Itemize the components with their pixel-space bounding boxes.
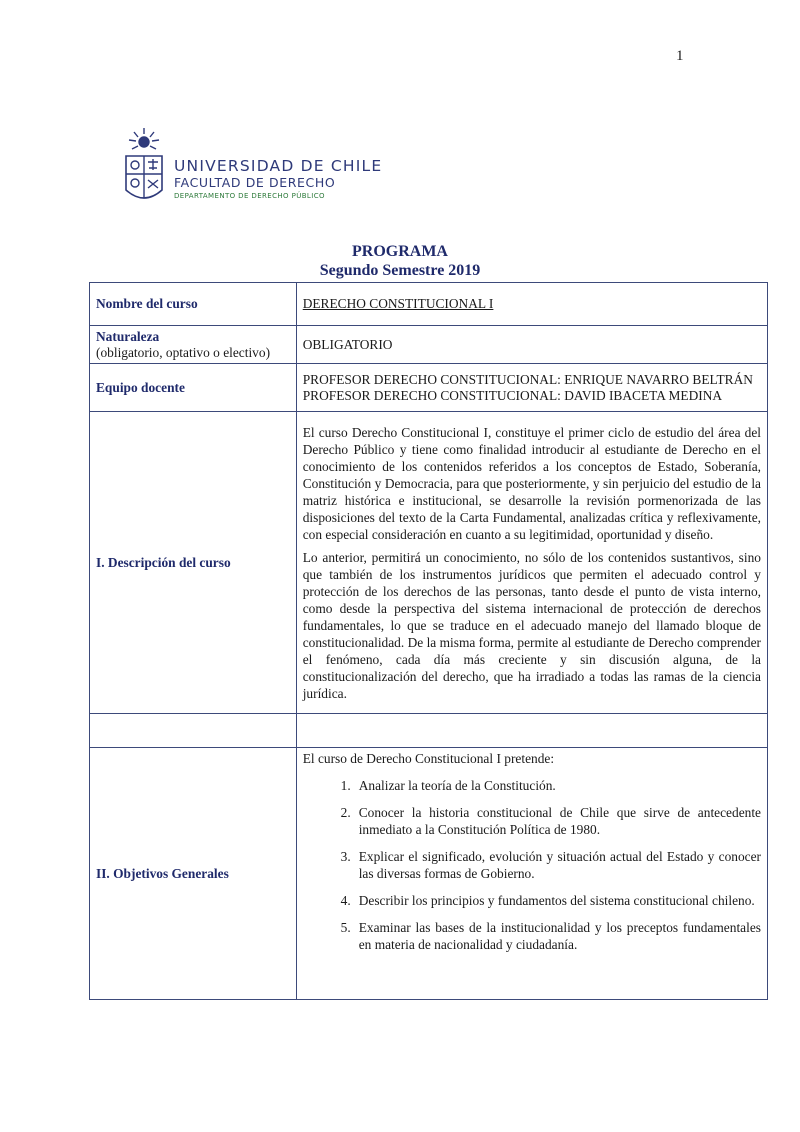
program-heading xyxy=(0,242,800,280)
university-name: UNIVERSIDAD DE CHILE xyxy=(174,157,383,175)
page-number: 1 xyxy=(676,48,684,64)
objectives-list xyxy=(303,777,761,953)
description-paragraph: Lo anterior, permitirá un conocimiento, no sólo de los contenidos sustantivos, sino que también de los instrumentos jurídicos que permiten el adecuado control y protección de los derechos de las personas, tanto desde el punto de vista interno, como desde la perspectiva del sistema internacional de protección de derechos fundamentales, lo que se traduce en el adecuado manejo del llamado bloque de constitucionalidad. De la misma forma, permite al estudiante de Derecho comprender el fenómeno, cada día más creciente y sin discusión alguna, de la constitucionalización del derecho, que ha irradiado a todas las ramas de la ciencia jurídica. xyxy=(302,549,761,701)
program-title: PROGRAMA xyxy=(352,243,448,260)
teaching-team-member: PROFESOR DERECHO CONSTITUCIONAL: ENRIQUE NAVARRO BELTRÁN xyxy=(302,371,753,387)
nature-sublabel: (obligatorio, optativo o electivo) xyxy=(96,344,271,360)
program-semester: Segundo Semestre 2019 xyxy=(319,262,481,279)
row-nature xyxy=(90,326,768,364)
row-empty xyxy=(90,714,768,748)
course-name-value: DERECHO CONSTITUCIONAL I xyxy=(302,296,494,311)
nature-label: Naturaleza xyxy=(96,328,160,344)
nature-value: OBLIGATORIO xyxy=(296,326,767,364)
objectives-value xyxy=(296,748,767,1000)
objective-item: 5. Examinar las bases de la institucionalidad y los preceptos fundamentales en materia de nacionalidad y ciudadanía. xyxy=(340,920,761,952)
course-table xyxy=(89,282,768,1000)
objectives-label: II. Objetivos Generales xyxy=(90,748,297,1000)
description-value xyxy=(296,412,767,714)
row-objectives xyxy=(90,748,768,1000)
description-label: I. Descripción del curso xyxy=(90,412,297,714)
row-course-name xyxy=(90,283,768,326)
nature-label-cell xyxy=(90,326,297,364)
objective-item: 3. Explicar el significado, evolución y situación actual del Estado y conocer las diversas formas de Gobierno. xyxy=(340,849,761,881)
teaching-team-member: PROFESOR DERECHO CONSTITUCIONAL: DAVID IBACETA MEDINA xyxy=(302,387,723,403)
department-name: DEPARTAMENTO DE DERECHO PÚBLICO xyxy=(174,192,325,200)
row-teaching-team xyxy=(90,364,768,412)
course-name-label: Nombre del curso xyxy=(90,283,297,326)
university-crest-icon xyxy=(118,128,170,214)
objective-item: 1. Analizar la teoría de la Constitución. xyxy=(340,778,556,793)
teaching-team-label: Equipo docente xyxy=(90,364,297,412)
description-paragraph: El curso Derecho Constitucional I, constituye el primer ciclo de estudio del área del Derecho Público y tiene como finalidad introducir al estudiante de Derecho en el conocimiento de los contenidos referidos a los conceptos de Estado, Soberanía, Constitución y Democracia, para que posteriormente, y sin perjuicio del estudio de la matriz histórica e institucional, se desarrolle la revisión pormenorizada de las disposiciones del texto de la Carta Fundamental, analizadas crítica y reflexivamente, con especial consideración en cuanto a su legitimidad, oportunidad y diseño. xyxy=(302,424,761,542)
row-description xyxy=(90,412,768,714)
objectives-intro: El curso de Derecho Constitucional I pretende: xyxy=(302,751,555,766)
objective-item: 2. Conocer la historia constitucional de Chile que sirve de antecedente inmediato a la Constitución Política de 1980. xyxy=(340,805,761,837)
teaching-team-value xyxy=(296,364,767,412)
faculty-name: FACULTAD DE DERECHO xyxy=(174,175,336,190)
university-logo xyxy=(118,128,383,214)
objective-item: 4. Describir los principios y fundamentos del sistema constitucional chileno. xyxy=(340,893,755,908)
